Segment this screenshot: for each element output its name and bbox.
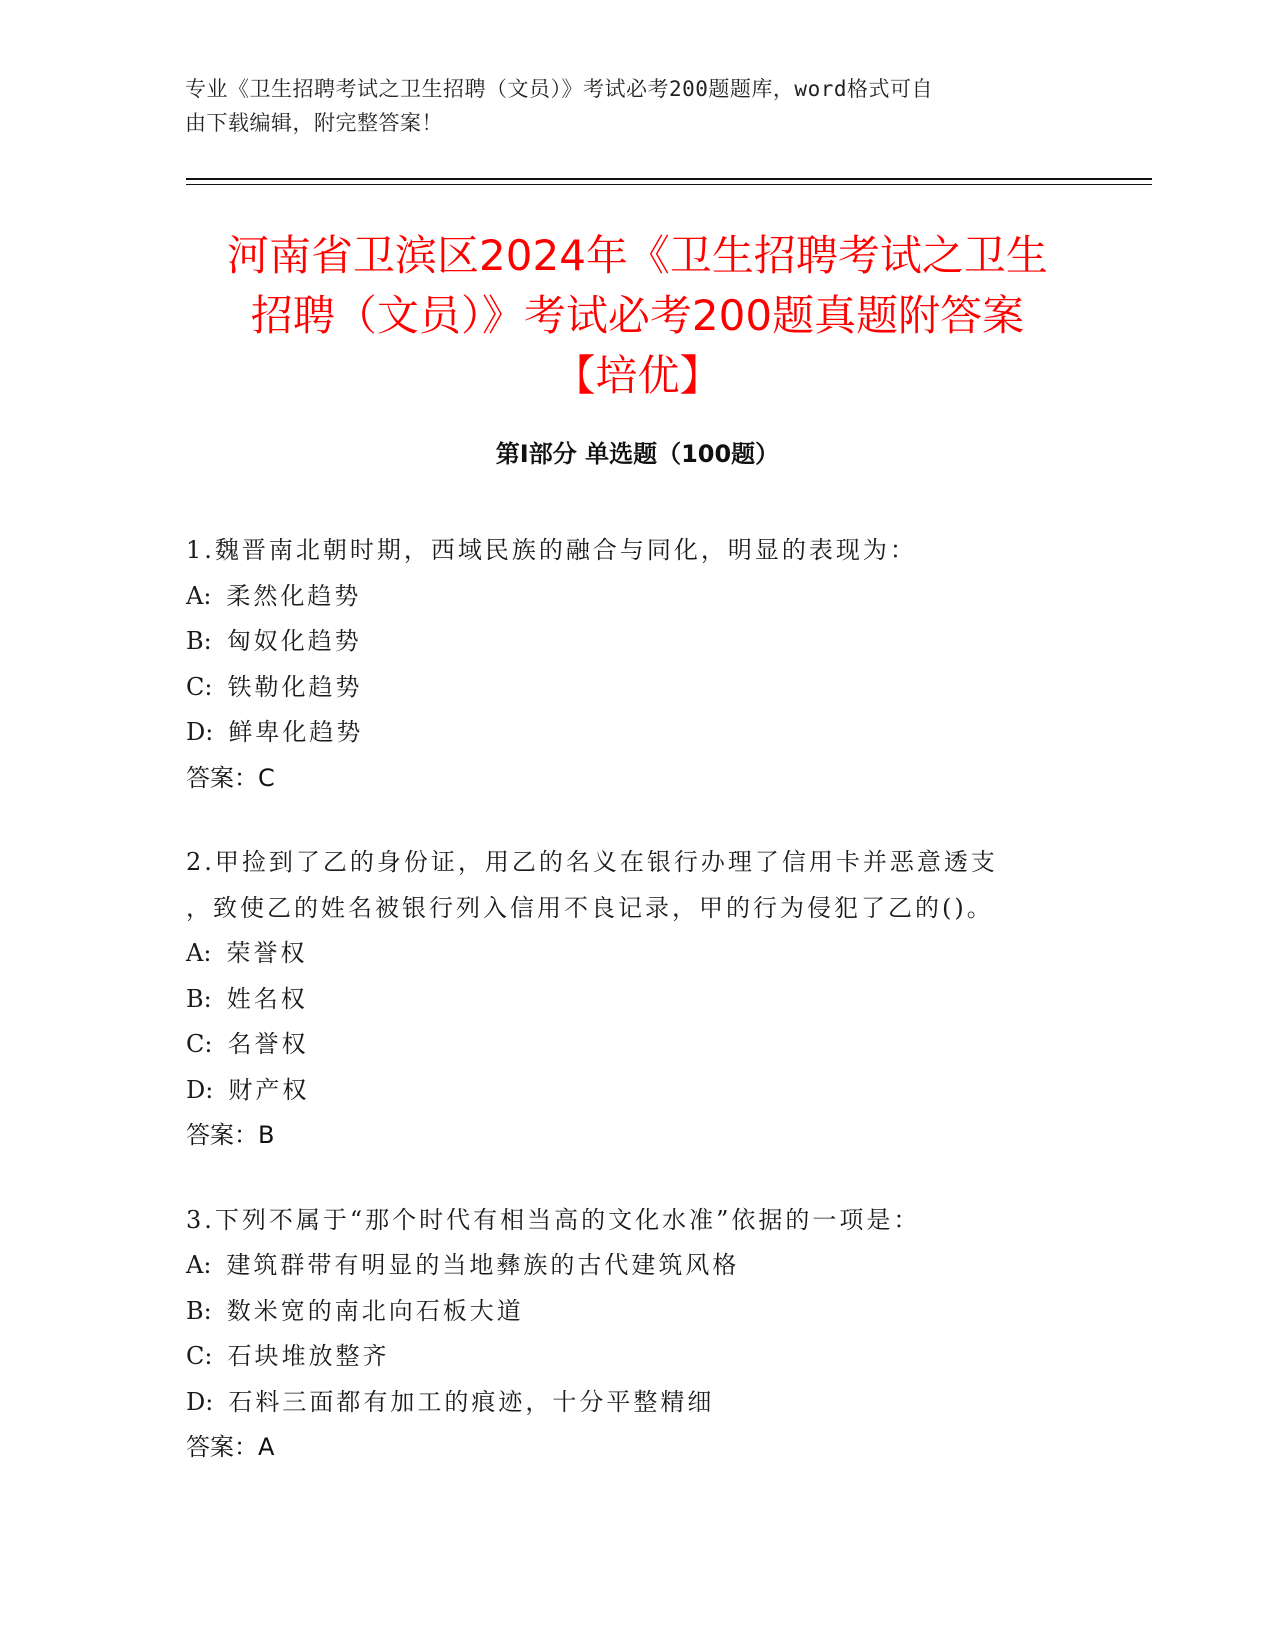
option-text: 建筑群带有明显的当地彝族的古代建筑风格 <box>226 1251 740 1279</box>
question-item <box>186 840 1066 1159</box>
option-label: B: <box>186 1296 212 1325</box>
option-c <box>186 1022 1066 1068</box>
option-text: 鲜卑化趋势 <box>228 718 364 746</box>
option-label: D: <box>186 1387 214 1416</box>
option-c <box>186 1334 1066 1380</box>
answer-prefix: 答案： <box>186 1433 258 1461</box>
answer-value: C <box>258 763 275 792</box>
section-title: 第Ⅰ部分 单选题（100题） <box>495 440 780 468</box>
option-b <box>186 1289 1066 1335</box>
title-line: 河南省卫滨区2024年《卫生招聘考试之卫生 <box>227 231 1048 280</box>
option-text: 柔然化趋势 <box>226 581 362 610</box>
header-note-line: 专业《卫生招聘考试之卫生招聘（文员）》考试必考200题题库，word格式可自 <box>185 77 933 101</box>
question-item <box>186 1198 1066 1471</box>
option-d <box>186 1068 1066 1114</box>
option-a <box>186 931 1066 977</box>
question-stem <box>186 840 1066 931</box>
question-stem-line: 1.魏晋南北朝时期，西域民族的融合与同化，明显的表现为： <box>186 536 917 564</box>
option-label: D: <box>186 1075 214 1104</box>
option-label: C: <box>186 672 213 701</box>
header-divider-thin <box>186 184 1152 185</box>
question-stem-line: 2.甲捡到了乙的身份证，用乙的名义在银行办理了信用卡并恶意透支 <box>186 848 998 876</box>
option-c <box>186 665 1066 711</box>
option-text: 荣誉权 <box>226 939 308 967</box>
option-text: 匈奴化趋势 <box>226 627 362 655</box>
option-label: C: <box>186 1030 213 1058</box>
option-text: 石块堆放整齐 <box>227 1342 390 1370</box>
title-line: 招聘（文员）》考试必考200题真题附答案 <box>250 291 1025 340</box>
option-label: D: <box>186 718 214 746</box>
option-a <box>186 574 1066 620</box>
answer-value: A <box>258 1433 275 1461</box>
header-divider-thick <box>186 178 1152 180</box>
option-label: B: <box>186 627 212 655</box>
answer-prefix: 答案： <box>186 763 258 792</box>
title-line: 【培优】 <box>553 351 722 400</box>
option-text: 名誉权 <box>227 1030 309 1058</box>
answer-line <box>186 1425 1066 1471</box>
question-stem <box>186 528 1066 574</box>
option-a <box>186 1243 1066 1289</box>
option-text: 姓名权 <box>226 984 308 1013</box>
document-title <box>140 226 1135 406</box>
answer-line <box>186 1113 1066 1159</box>
question-stem <box>186 1198 1066 1244</box>
option-b <box>186 977 1066 1023</box>
question-stem-line: 3.下列不属于“那个时代有相当高的文化水准”依据的一项是： <box>186 1205 921 1234</box>
option-text: 石料三面都有加工的痕迹，十分平整精细 <box>228 1387 715 1416</box>
answer-value: B <box>258 1121 275 1149</box>
option-d <box>186 1380 1066 1426</box>
option-label: A: <box>186 581 212 610</box>
question-list <box>186 528 1066 1510</box>
answer-line <box>186 756 1066 802</box>
option-text: 数米宽的南北向石板大道 <box>226 1296 524 1325</box>
answer-prefix: 答案： <box>186 1121 258 1149</box>
option-label: A: <box>186 939 212 967</box>
option-text: 财产权 <box>228 1075 310 1104</box>
option-label: A: <box>186 1251 212 1279</box>
question-stem-line: ，致使乙的姓名被银行列入信用不良记录，甲的行为侵犯了乙的()。 <box>186 893 994 922</box>
option-label: C: <box>186 1342 213 1370</box>
header-note-line: 由下载编辑，附完整答案！ <box>185 111 443 135</box>
option-label: B: <box>186 984 212 1013</box>
option-d <box>186 710 1066 756</box>
option-b <box>186 619 1066 665</box>
question-item <box>186 528 1066 801</box>
header-note <box>185 72 1065 140</box>
option-text: 铁勒化趋势 <box>227 672 363 701</box>
